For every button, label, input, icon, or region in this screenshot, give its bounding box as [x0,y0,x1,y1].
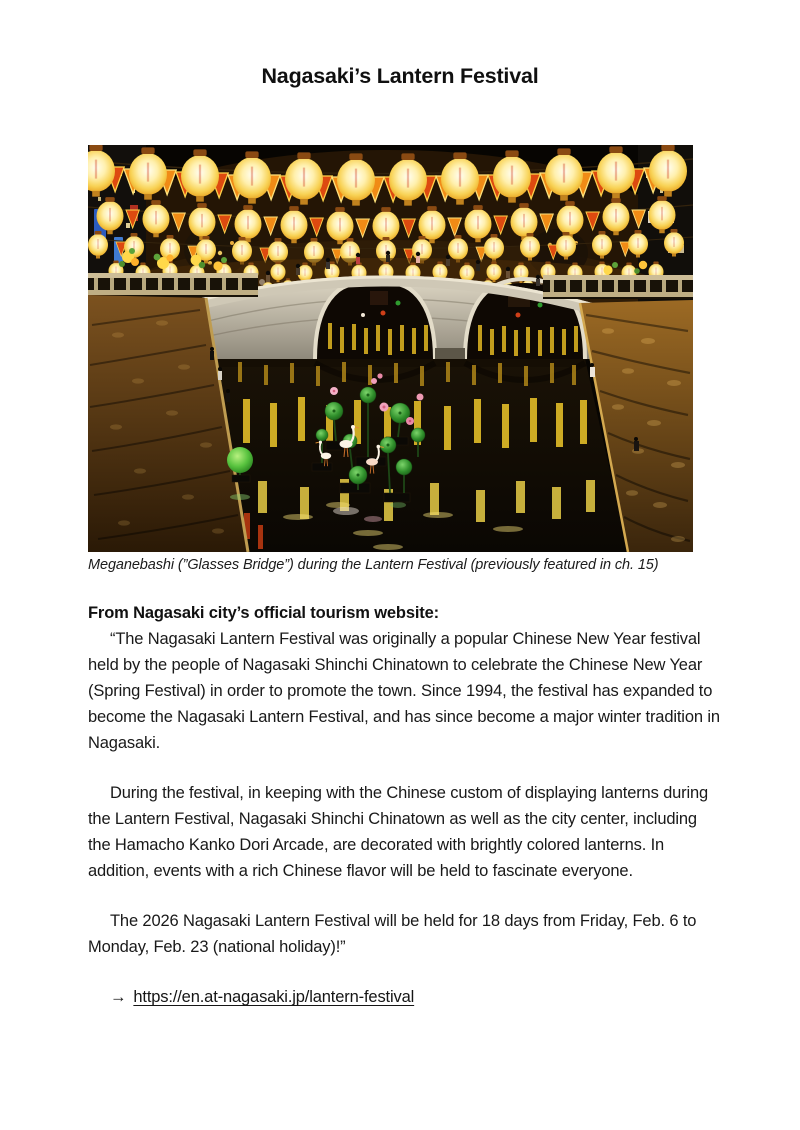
tourism-website-link[interactable]: https://en.at-nagasaki.jp/lantern-festival [133,988,415,1006]
paragraph-1: “The Nagasaki Lantern Festival was originally a popular Chinese New Year festival held by the people of Nagasaki Shinchi Chinatown to celebrate the Chinese New Year (Spring Festival) in order to promote the town. Since 1994, the festival has expanded to become the Nagasaki Lantern Festival, and has since become a major winter tradition in Nagasaki. [88,630,720,752]
right-balustrade [543,275,693,299]
photo-caption: Meganebashi (”Glasses Bridge”) during the Lantern Festival (previously featured in ch. 15) [88,557,659,573]
section-heading: From Nagasaki city’s official tourism website: [88,604,440,622]
paragraph-3: The 2026 Nagasaki Lantern Festival will be held for 18 days from Friday, Feb. 6 to Monday, Feb. 23 (national holiday)!” [88,912,697,956]
canal-water [206,359,628,552]
paragraph-2: During the festival, in keeping with the Chinese custom of displaying lanterns during the Lantern Festival, Nagasaki Shinchi Chinatown as well as the city center, including the Hamacho Kanko Dori Arcade, are decorated with brightly colored lanterns. In addition, events with a rich Chinese flavor will be held to fascinate everyone. [88,784,709,880]
page-title: Nagasaki’s Lantern Festival [261,64,539,88]
link-row [88,984,722,1010]
left-balustrade [88,273,258,297]
festival-photo [88,145,693,552]
arrow-icon: → [110,988,127,1006]
article-body [88,600,722,1010]
festival-photo-art [88,145,693,552]
